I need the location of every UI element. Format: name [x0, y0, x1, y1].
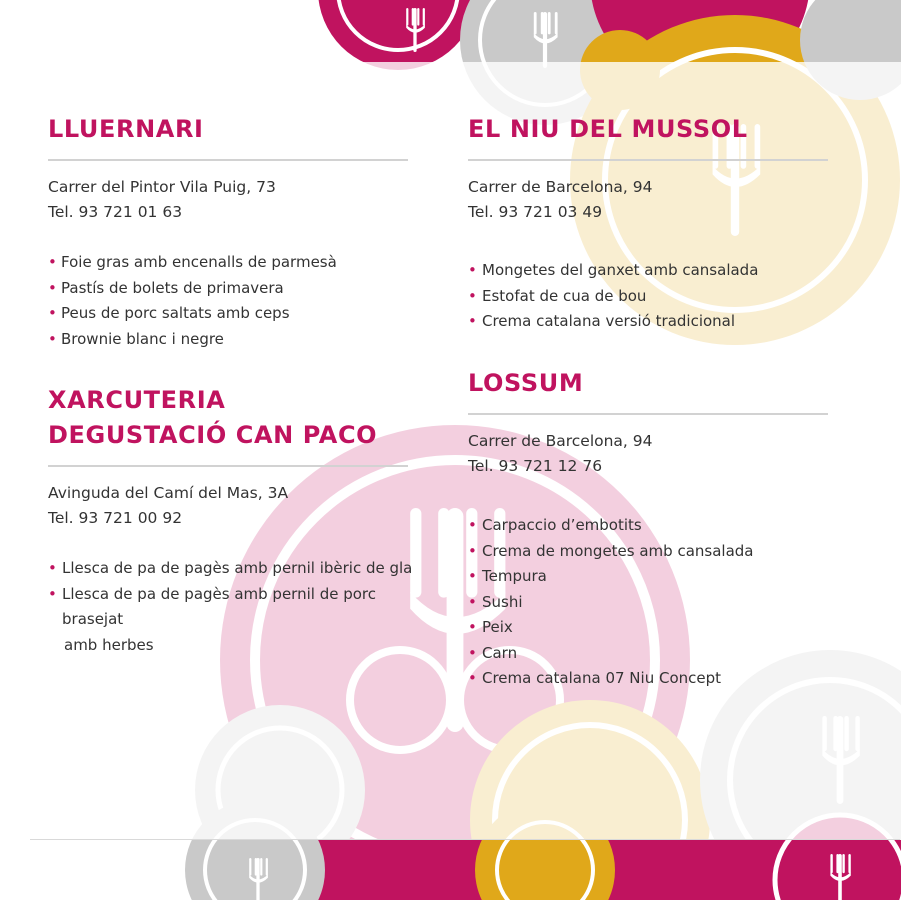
dish-list — [48, 556, 418, 658]
dish-item: • Peix — [468, 618, 513, 636]
dish-item-continuation: amb herbes — [64, 635, 154, 654]
dish-item: • Carpaccio d’embotits — [468, 516, 642, 534]
dish-item: • Foie gras amb encenalls de parmesà — [48, 253, 337, 271]
dish-item: • Peus de porc saltats amb ceps — [48, 304, 290, 322]
title-rule — [48, 465, 408, 467]
dish-item: • Pastís de bolets de primavera — [48, 278, 284, 297]
phone-line: Tel. 93 721 12 76 — [468, 457, 603, 475]
title-rule — [48, 159, 408, 161]
restaurant-title — [48, 383, 418, 453]
title-rule — [468, 413, 828, 415]
section-lossum — [468, 366, 848, 692]
section-xarcuteria — [48, 383, 418, 658]
restaurant-address — [468, 429, 848, 479]
dish-item: • Crema catalana versió tradicional — [468, 312, 736, 330]
dish-item: • Crema de mongetes amb cansalada — [468, 541, 754, 560]
dish-list — [468, 258, 848, 335]
dish-list — [468, 513, 848, 692]
dish-item: • Carn — [468, 643, 518, 662]
restaurant-title: LOSSUM — [468, 369, 584, 397]
dish-item: • Estofat de cua de bou — [468, 286, 647, 305]
restaurant-address — [48, 481, 418, 531]
dish-item: • Brownie blanc i negre — [48, 329, 224, 348]
dish-item: • Crema catalana 07 Niu Concept — [468, 669, 722, 687]
phone-line: Tel. 93 721 00 92 — [48, 509, 183, 527]
dish-item: • Llesca de pa de pagès amb pernil de porc brasejat — [48, 584, 376, 628]
restaurant-title: LLUERNARI — [48, 115, 204, 143]
dish-item: • Sushi — [468, 592, 523, 611]
section-niu-del-mussol — [468, 112, 848, 335]
section-lluernari — [48, 112, 418, 352]
dish-item: • Mongetes del ganxet amb cansalada — [468, 261, 759, 279]
dish-item: • Tempura — [468, 567, 547, 585]
phone-line: Tel. 93 721 03 49 — [468, 203, 603, 221]
address-line: Carrer de Barcelona, 94 — [468, 432, 653, 450]
address-line: Avinguda del Camí del Mas, 3A — [48, 484, 289, 502]
restaurant-address — [468, 175, 848, 225]
restaurant-address — [48, 175, 418, 225]
address-line: Carrer de Barcelona, 94 — [468, 178, 653, 196]
title-line: XARCUTERIA — [48, 386, 226, 414]
dish-item: • Llesca de pa de pagès amb pernil ibèric de gla — [48, 559, 413, 577]
restaurant-title: EL NIU DEL MUSSOL — [468, 115, 748, 143]
phone-line: Tel. 93 721 01 63 — [48, 203, 183, 221]
address-line: Carrer del Pintor Vila Puig, 73 — [48, 178, 276, 196]
title-rule — [468, 159, 828, 161]
dish-list — [48, 250, 418, 352]
title-line: DEGUSTACIÓ CAN PACO — [48, 421, 378, 449]
